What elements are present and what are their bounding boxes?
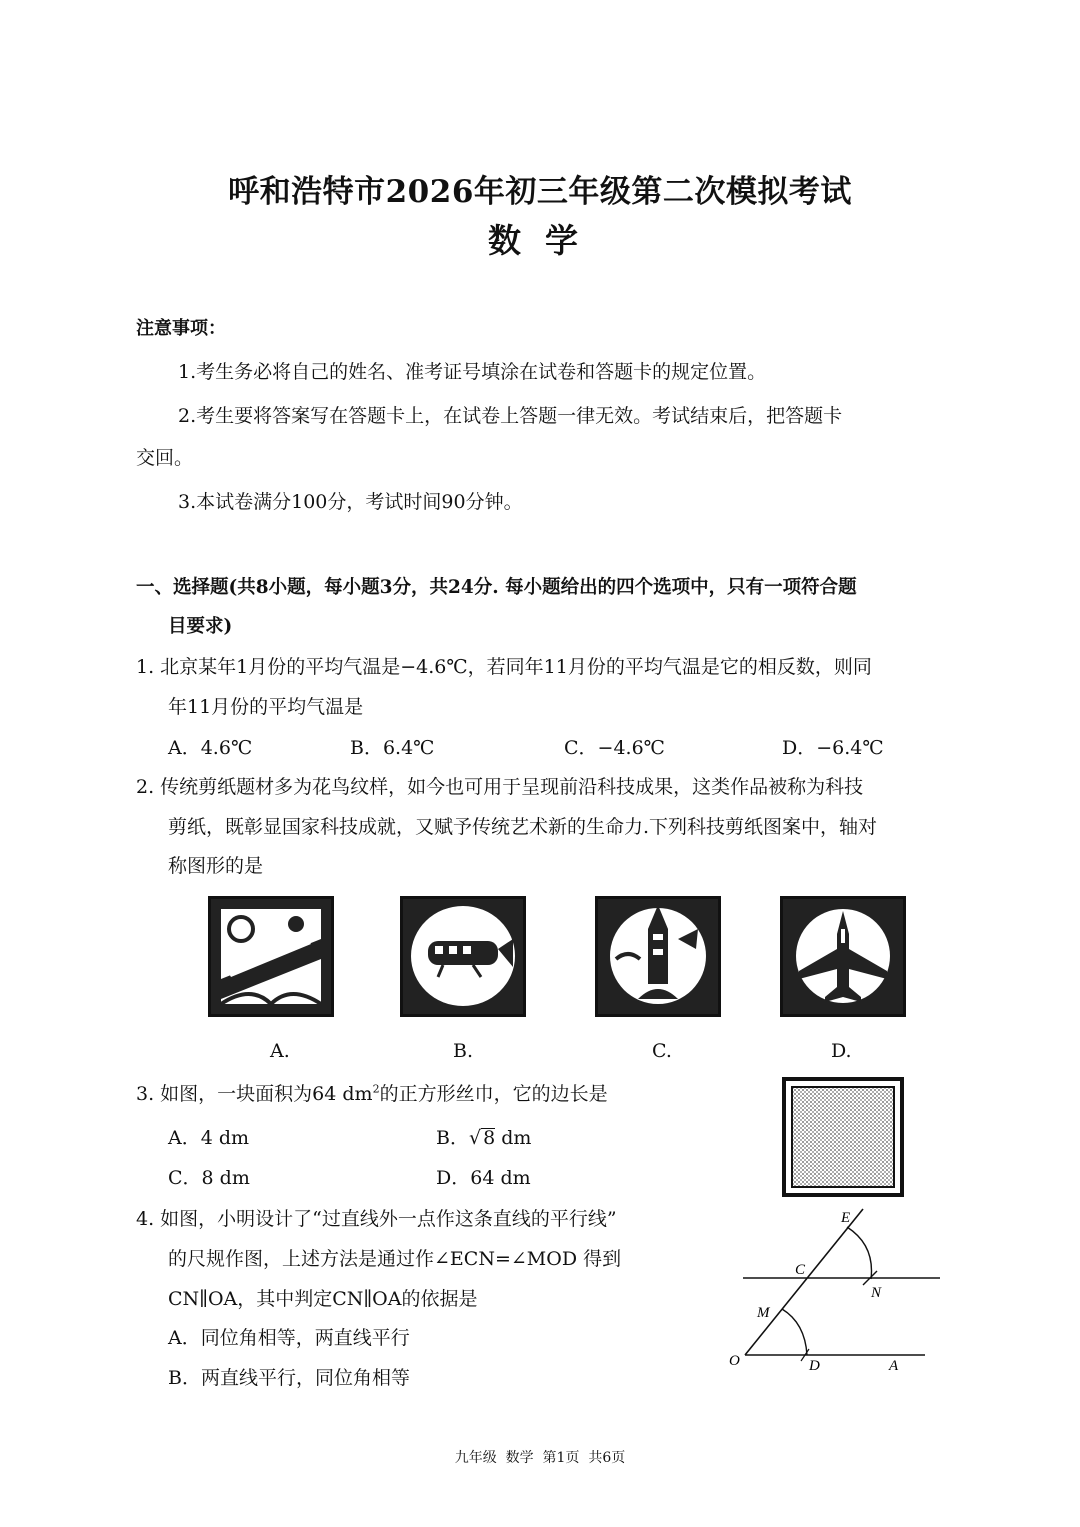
- figure-label-o: O: [729, 1353, 740, 1369]
- page-footer: 九年级 数学 第1页 共6页: [454, 1450, 626, 1466]
- question-3-option-d: D．64 dm: [436, 1167, 531, 1189]
- exam-subject: 数学: [488, 221, 602, 260]
- figure-label-c: C: [795, 1262, 806, 1278]
- notice-item-1: 1.考生务必将自己的姓名、准考证号填涂在试卷和答题卡的规定位置。: [178, 361, 767, 383]
- section-heading-cont: 目要求): [168, 616, 233, 637]
- question-3-option-b: [436, 1123, 531, 1150]
- section-heading: 一、选择题(共8小题，每小题3分，共24分. 每小题给出的四个选项中，只有一项符合题: [136, 577, 857, 598]
- question-4-stem-cont-2: CN∥OA，其中判定CN∥OA的依据是: [168, 1288, 478, 1310]
- figure-label-d: D: [809, 1358, 820, 1374]
- papercut-rocket-image: [595, 896, 721, 1017]
- question-3-stem-part-1: 3. 如图，一块面积为64 dm: [136, 1083, 373, 1105]
- question-3-option-b-unit: dm: [495, 1127, 532, 1149]
- question-2-stem-cont: 剪纸，既彰显国家科技成就，又赋予传统艺术新的生命力.下列科技剪纸图案中，轴对: [168, 816, 878, 838]
- question-3-stem-part-2: 的正方形丝巾，它的边长是: [379, 1083, 608, 1105]
- figure-label-a: A: [889, 1358, 899, 1374]
- question-1-option-c: C．−4.6℃: [564, 737, 665, 759]
- radical-sign-icon: √: [468, 1127, 482, 1149]
- figure-label-n: N: [871, 1285, 882, 1301]
- question-1-option-b: B．6.4℃: [350, 737, 435, 759]
- question-3-option-b-radicand: 8: [483, 1127, 496, 1149]
- silk-scarf-image: [782, 1077, 904, 1197]
- question-3-option-c: C．8 dm: [168, 1167, 250, 1189]
- question-3-option-b-prefix: B．: [436, 1127, 469, 1149]
- question-2-label-a: A.: [270, 1040, 290, 1062]
- papercut-submersible-image: [400, 896, 526, 1017]
- exam-title: 呼和浩特市2026年初三年级第二次模拟考试: [228, 174, 852, 210]
- question-4-option-b: B．两直线平行，同位角相等: [168, 1367, 410, 1389]
- question-4-stem-cont: 的尺规作图，上述方法是通过作∠ECN=∠MOD 得到: [168, 1248, 622, 1270]
- notice-heading: 注意事项：: [136, 318, 226, 339]
- question-3-option-a: A．4 dm: [168, 1127, 250, 1149]
- question-4-option-a: A．同位角相等，两直线平行: [168, 1327, 410, 1349]
- question-2-label-c: C.: [652, 1040, 672, 1062]
- question-3-stem-superscript: 2: [372, 1082, 380, 1096]
- notice-item-3: 3.本试卷满分100分，考试时间90分钟。: [178, 491, 523, 513]
- question-2-label-d: D.: [831, 1040, 852, 1062]
- figure-label-m: M: [757, 1305, 770, 1321]
- papercut-jet-image: [780, 896, 906, 1017]
- papercut-train-image: [208, 896, 334, 1017]
- figure-label-e: E: [841, 1210, 851, 1226]
- notice-item-2: 2.考生要将答案写在答题卡上，在试卷上答题一律无效。考试结束后，把答题卡: [178, 405, 843, 427]
- question-3-stem: [136, 1079, 608, 1106]
- question-1-option-d: D．−6.4℃: [782, 737, 884, 759]
- question-2-stem-cont-2: 称图形的是: [168, 855, 264, 877]
- question-2-stem: 2. 传统剪纸题材多为花鸟纹样，如今也可用于呈现前沿科技成果，这类作品被称为科技: [136, 776, 864, 798]
- question-2-label-b: B.: [453, 1040, 474, 1062]
- question-1-stem: 1. 北京某年1月份的平均气温是−4.6℃，若同年11月份的平均气温是它的相反数，则同: [136, 656, 872, 678]
- question-1-option-a: A．4.6℃: [168, 737, 253, 759]
- notice-item-2-cont: 交回。: [136, 447, 194, 469]
- question-4-stem: 4. 如图，小明设计了“过直线外一点作这条直线的平行线”: [136, 1208, 617, 1230]
- parallel-line-construction-figure: [725, 1205, 945, 1380]
- question-1-stem-cont: 年11月份的平均气温是: [168, 696, 364, 718]
